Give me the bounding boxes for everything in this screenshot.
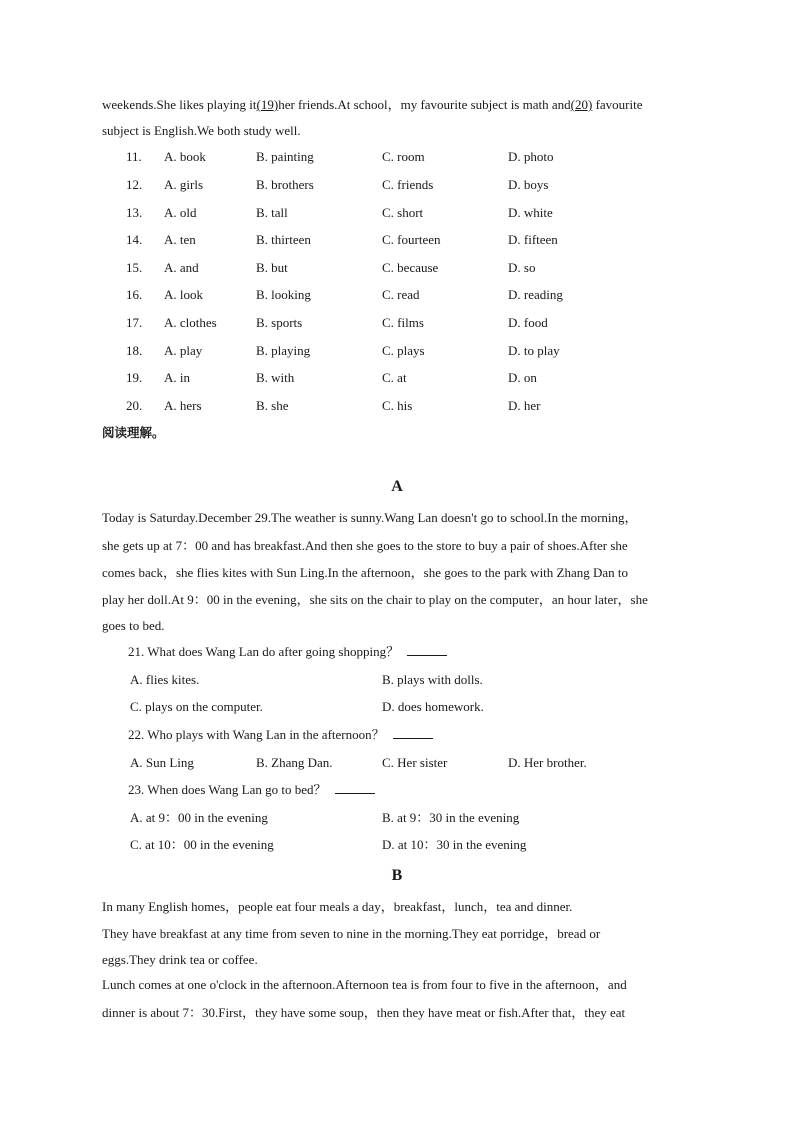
option-a: A. book [164, 149, 206, 164]
option-row-13 [0, 204, 794, 222]
option-d: D. so [508, 260, 536, 275]
option-d: D. does homework. [382, 699, 484, 714]
option-d: D. reading [508, 287, 563, 302]
passage-a-line: play her doll.At 9：00 in the evening，she sits on the chair to play on the computer，an hour later，she [102, 592, 648, 607]
option-a: A. at 9：00 in the evening [130, 810, 268, 825]
option-d: D. Her brother. [508, 755, 587, 770]
option-d: D. to play [508, 343, 560, 358]
option-b: B. looking [256, 287, 311, 302]
option-d: D. boys [508, 177, 549, 192]
option-c: C. his [382, 398, 413, 413]
question-text: 21. What does Wang Lan do after going shopping？ [128, 644, 400, 659]
option-b: B. sports [256, 315, 303, 330]
option-d: D. at 10：30 in the evening [382, 837, 527, 852]
option-b: B. plays with dolls. [382, 672, 483, 687]
answer-blank[interactable] [335, 781, 375, 794]
option-d: D. her [508, 398, 541, 413]
option-d: D. food [508, 315, 548, 330]
option-row-15 [0, 259, 794, 277]
cloze-text-line: subject is English.We both study well. [102, 123, 301, 138]
option-c: C. room [382, 149, 425, 164]
passage-a-line: Today is Saturday.December 29.The weather is sunny.Wang Lan doesn't go to school.In the morning， [102, 510, 638, 525]
option-a: A. hers [164, 398, 202, 413]
option-row-19 [0, 369, 794, 387]
option-c: C. friends [382, 177, 434, 192]
question-number: 17. [126, 315, 143, 330]
blank-20: (20) [570, 97, 593, 112]
cloze-text: favourite [592, 97, 643, 112]
question-number: 16. [126, 287, 143, 302]
option-a: A. and [164, 260, 199, 275]
option-c: C. plays on the computer. [130, 699, 263, 714]
question-number: 15. [126, 260, 143, 275]
option-c: C. because [382, 260, 439, 275]
option-b: B. painting [256, 149, 314, 164]
section-title: 阅读理解。 [102, 425, 165, 440]
option-a: A. flies kites. [130, 672, 200, 687]
option-b: B. brothers [256, 177, 314, 192]
option-b: B. Zhang Dan. [256, 755, 333, 770]
question-number: 13. [126, 205, 143, 220]
passage-b-line: In many English homes，people eat four meals a day，breakfast，lunch，tea and dinner. [102, 899, 573, 914]
answer-blank[interactable] [393, 726, 433, 739]
option-c: C. short [382, 205, 424, 220]
question-number: 18. [126, 343, 143, 358]
question-number: 11. [126, 149, 142, 164]
option-b: B. playing [256, 343, 311, 358]
question-number: 12. [126, 177, 143, 192]
option-c: C. films [382, 315, 424, 330]
option-a: A. play [164, 343, 203, 358]
option-b: B. she [256, 398, 289, 413]
option-c: C. Her sister [382, 755, 448, 770]
question-23 [128, 781, 375, 799]
option-row-16 [0, 286, 794, 304]
option-row-18 [0, 342, 794, 360]
question-text: 23. When does Wang Lan go to bed？ [128, 782, 327, 797]
question-text: 22. Who plays with Wang Lan in the afternoon？ [128, 727, 385, 742]
option-d: D. white [508, 205, 553, 220]
cloze-text: her friends.At school，my favourite subject is math and [278, 97, 571, 112]
option-b: B. thirteen [256, 232, 311, 247]
option-a: A. look [164, 287, 203, 302]
question-number: 19. [126, 370, 143, 385]
option-d: D. fifteen [508, 232, 558, 247]
option-c: C. plays [382, 343, 425, 358]
option-row-17 [0, 314, 794, 332]
option-b: B. with [256, 370, 295, 385]
passage-b-heading: B [391, 867, 403, 884]
blank-19: (19) [256, 97, 279, 112]
option-a: A. Sun Ling [130, 755, 194, 770]
passage-b-line: They have breakfast at any time from seven to nine in the morning.They eat porridge，bread or [102, 926, 601, 941]
question-number: 20. [126, 398, 143, 413]
option-c: C. at 10：00 in the evening [130, 837, 274, 852]
answer-blank[interactable] [407, 643, 447, 656]
option-a: A. ten [164, 232, 196, 247]
passage-b-line: Lunch comes at one o'clock in the afternoon.Afternoon tea is from four to five in the afternoon，and [102, 977, 627, 992]
option-b: B. at 9：30 in the evening [382, 810, 520, 825]
option-a: A. old [164, 205, 197, 220]
passage-a-line: she gets up at 7：00 and has breakfast.And then she goes to the store to buy a pair of shoes.After she [102, 538, 628, 553]
option-row-14 [0, 231, 794, 249]
option-c: C. at [382, 370, 407, 385]
question-22 [128, 726, 433, 744]
passage-a-heading: A [391, 478, 403, 495]
option-row-20 [0, 397, 794, 415]
cloze-text-line [102, 96, 642, 114]
option-c: C. read [382, 287, 420, 302]
option-b: B. but [256, 260, 288, 275]
option-row-12 [0, 176, 794, 194]
option-a: A. clothes [164, 315, 217, 330]
question-21 [128, 643, 447, 661]
passage-a-line: goes to bed. [102, 618, 165, 633]
passage-b-line: eggs.They drink tea or coffee. [102, 952, 258, 967]
option-c: C. fourteen [382, 232, 441, 247]
option-d: D. on [508, 370, 537, 385]
question-number: 14. [126, 232, 143, 247]
cloze-text: weekends.She likes playing it [102, 97, 257, 112]
option-a: A. in [164, 370, 190, 385]
option-a: A. girls [164, 177, 203, 192]
option-d: D. photo [508, 149, 554, 164]
passage-b-line: dinner is about 7：30.First，they have some soup，then they have meat or fish.After that，they eat [102, 1005, 626, 1020]
option-row-11 [0, 148, 794, 166]
passage-a-line: comes back，she flies kites with Sun Ling.In the afternoon，she goes to the park with Zhang Dan to [102, 565, 629, 580]
option-b: B. tall [256, 205, 288, 220]
